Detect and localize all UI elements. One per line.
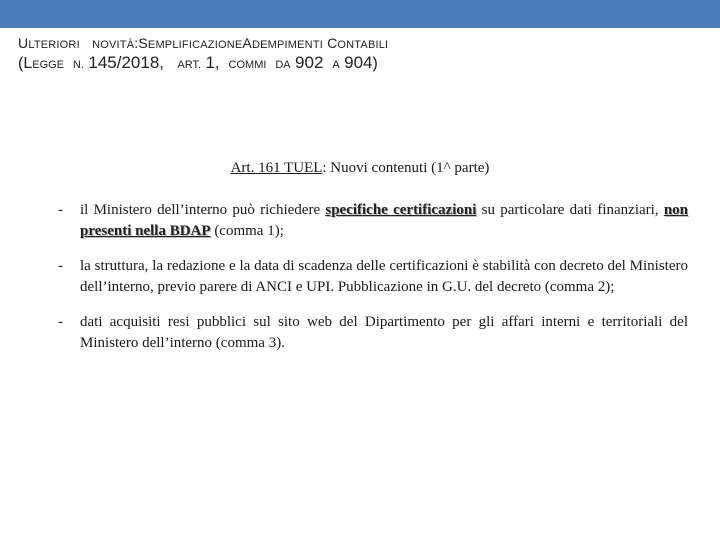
list-dash: - — [58, 202, 63, 218]
title-word: DEMPIMENTI — [251, 39, 323, 51]
title-word: NOVITÀ — [92, 39, 135, 51]
emphasis: specifiche certificazioni — [325, 202, 477, 218]
title-word: S — [138, 35, 148, 51]
list-item-text: dati acquisiti resi pubblici sul sito web del Dipartimento per gli affari interni e territoriali del Ministero dell’interno (comma 3). — [80, 314, 688, 351]
title-word: ONTABILI — [337, 39, 389, 51]
article-reference: Art. 161 TUEL — [230, 160, 323, 176]
title-word: DA — [275, 59, 291, 72]
title-word: 145/2018, — [88, 53, 165, 73]
slide-title — [18, 34, 708, 75]
title-word: A — [332, 59, 340, 72]
title-line-1: ULTERIORI NOVITÀ:SEMPLIFICAZIONEADEMPIMENTI CONTABILI — [18, 35, 389, 51]
title-word: C — [327, 35, 338, 51]
title-word: EMPLIFICAZIONE — [147, 39, 243, 51]
text-run: (comma 1); — [210, 223, 284, 239]
text-run: su particolare dati finanziari, — [476, 202, 664, 218]
list-item — [58, 256, 688, 298]
title-word: 1, — [205, 53, 220, 73]
list-dash: - — [58, 314, 63, 330]
title-word: U — [18, 35, 29, 51]
title-word: LTERIORI — [28, 39, 80, 51]
title-word: EGGE — [32, 59, 65, 72]
title-word: (L — [18, 55, 33, 73]
title-word: 902 — [295, 53, 324, 73]
section-heading — [0, 160, 720, 177]
list-item-text — [80, 200, 688, 242]
list-item — [58, 200, 688, 242]
title-word: ART. — [177, 59, 201, 72]
top-banner — [0, 0, 720, 28]
title-word: 904 — [344, 53, 373, 73]
title-line-2 — [18, 52, 708, 75]
list-item — [58, 312, 688, 354]
heading-text: : Nuovi contenuti (1^ parte) — [322, 160, 490, 176]
list-item-text: la struttura, la redazione e la data di scadenza delle certificazioni è stabilità con decreto del Ministero dell’interno, previo parere di ANCI e UPI. Pubblicazione in G.U. del decreto (comma 2); — [80, 258, 688, 295]
title-word: COMMI — [228, 59, 267, 72]
title-word: A — [242, 35, 252, 51]
list-dash: - — [58, 258, 63, 274]
emphasis: non presenti nella BDAP — [80, 202, 688, 239]
title-word: ) — [372, 55, 378, 73]
title-word: N. — [72, 59, 84, 72]
text-run: il Ministero dell’interno può richiedere — [80, 202, 326, 218]
bullet-list — [58, 200, 688, 368]
